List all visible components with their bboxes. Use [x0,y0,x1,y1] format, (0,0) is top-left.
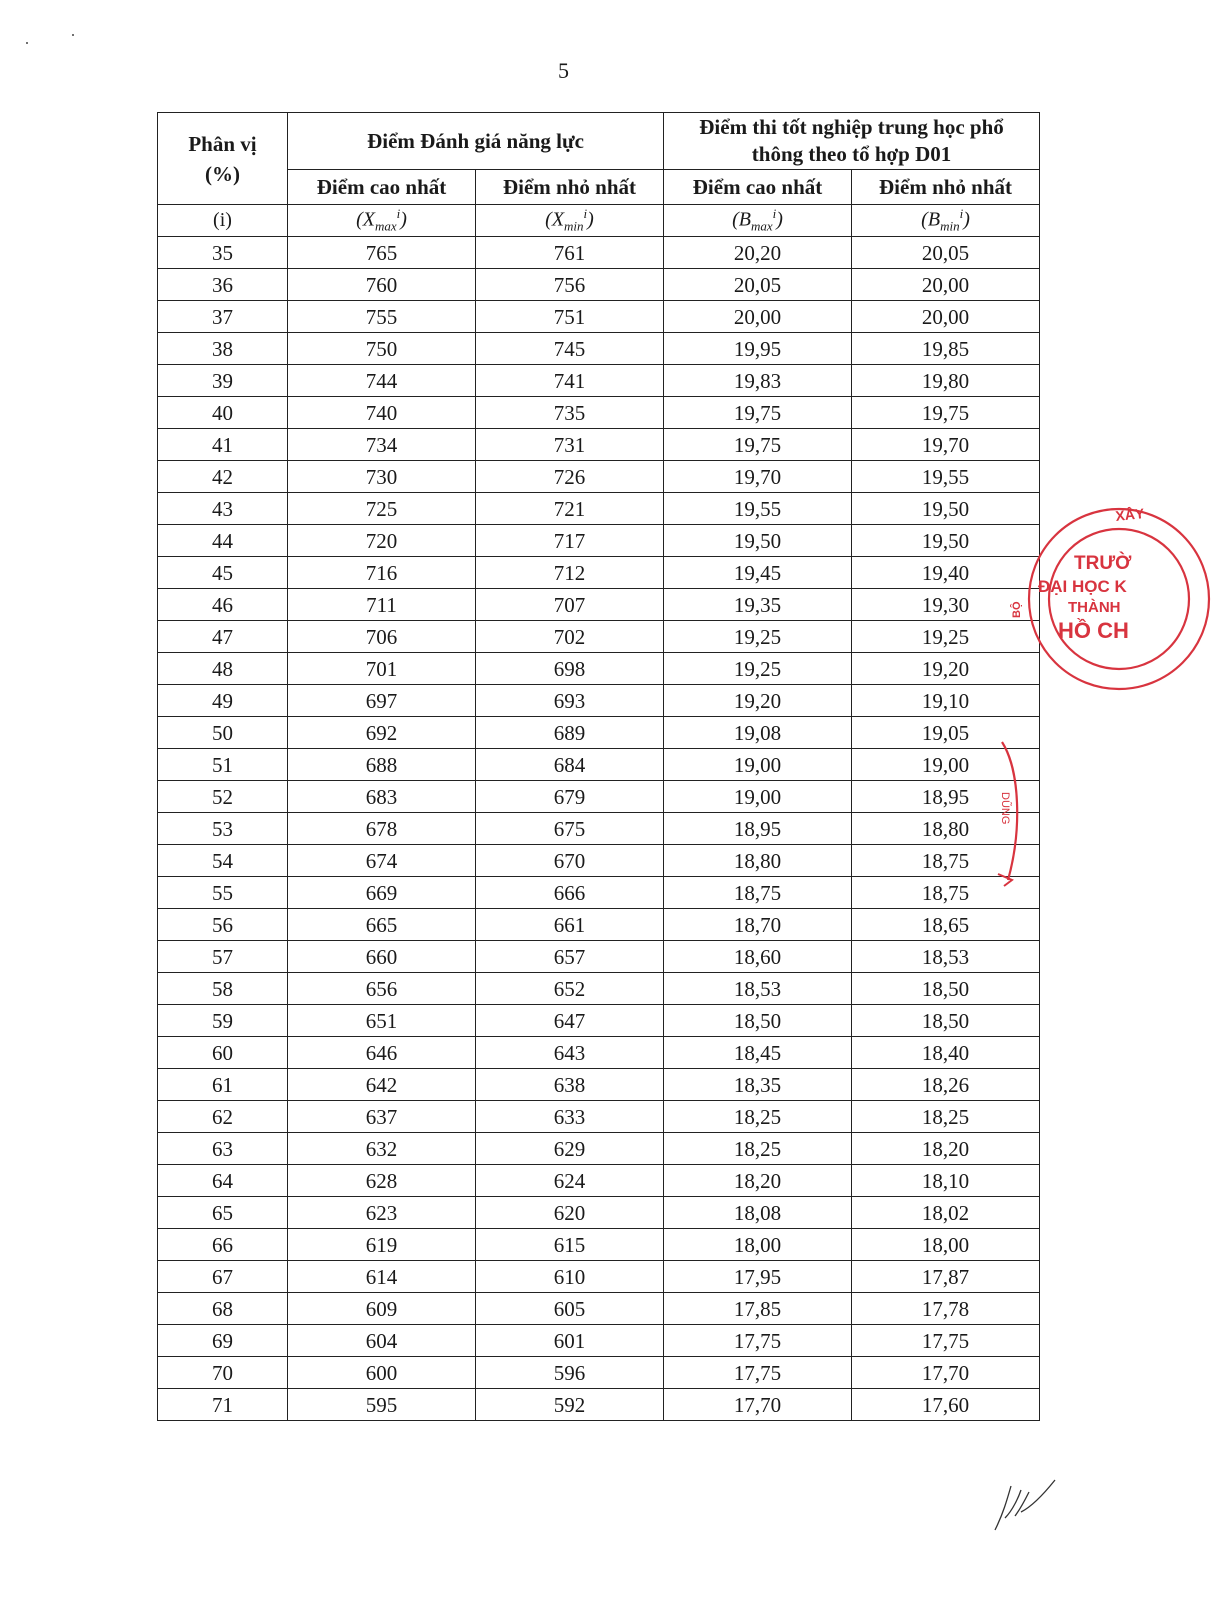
percentile-cell: 63 [158,1133,288,1165]
table-row [158,397,1040,429]
percentile-cell: 43 [158,493,288,525]
dgnl-max-cell: 744 [288,365,476,397]
dgnl-max-cell: 688 [288,749,476,781]
dgnl-max-cell: 660 [288,941,476,973]
table-row [158,749,1040,781]
thpt-max-cell: 19,20 [664,685,852,717]
table-row [158,1293,1040,1325]
thpt-min-cell: 18,20 [852,1133,1040,1165]
thpt-max-cell: 17,95 [664,1261,852,1293]
thpt-max-cell: 18,25 [664,1133,852,1165]
thpt-min-cell: 18,53 [852,941,1040,973]
percentile-cell: 47 [158,621,288,653]
thpt-max-cell: 19,75 [664,429,852,461]
thpt-min-cell: 18,95 [852,781,1040,813]
dgnl-min-cell: 596 [476,1357,664,1389]
official-seal-icon [1011,505,1212,692]
thpt-min-cell: 19,50 [852,493,1040,525]
page-number: 5 [558,58,569,83]
dgnl-min-cell: 731 [476,429,664,461]
dgnl-max-cell: 609 [288,1293,476,1325]
thpt-max-cell: 18,50 [664,1005,852,1037]
thpt-max-cell: 17,75 [664,1357,852,1389]
table-row [158,1165,1040,1197]
percentile-cell: 44 [158,525,288,557]
dgnl-max-cell: 656 [288,973,476,1005]
dgnl-min-cell: 751 [476,301,664,333]
percentile-cell: 67 [158,1261,288,1293]
thpt-max-cell: 20,05 [664,269,852,301]
table-row [158,493,1040,525]
table-row [158,301,1040,333]
dgnl-min-cell: 684 [476,749,664,781]
thpt-max-cell: 18,25 [664,1101,852,1133]
thpt-min-cell: 18,26 [852,1069,1040,1101]
thpt-min-cell: 17,70 [852,1357,1040,1389]
percentile-cell: 45 [158,557,288,589]
thpt-max-cell: 19,83 [664,365,852,397]
thpt-max-cell: 18,08 [664,1197,852,1229]
thpt-max-cell: 18,95 [664,813,852,845]
thpt-min-cell: 18,75 [852,845,1040,877]
table-row [158,877,1040,909]
table-row [158,1389,1040,1421]
table-row [158,1357,1040,1389]
dgnl-max-cell: 600 [288,1357,476,1389]
thpt-min-cell: 19,00 [852,749,1040,781]
dgnl-max-cell: 595 [288,1389,476,1421]
thpt-min-cell: 19,40 [852,557,1040,589]
dgnl-min-cell: 643 [476,1037,664,1069]
thpt-max-cell: 19,08 [664,717,852,749]
thpt-max-cell: 19,55 [664,493,852,525]
dgnl-max-cell: 637 [288,1101,476,1133]
thpt-max-cell: 18,45 [664,1037,852,1069]
table-row [158,333,1040,365]
table-row [158,1037,1040,1069]
table-row [158,1261,1040,1293]
dgnl-min-cell: 661 [476,909,664,941]
thpt-min-cell: 18,02 [852,1197,1040,1229]
table-row [158,909,1040,941]
dgnl-max-cell: 760 [288,269,476,301]
dgnl-min-cell: 693 [476,685,664,717]
thpt-min-cell: 20,05 [852,237,1040,269]
table-row [158,269,1040,301]
thpt-min-cell: 20,00 [852,301,1040,333]
percentile-cell: 37 [158,301,288,333]
dgnl-min-cell: 689 [476,717,664,749]
dgnl-min-cell: 735 [476,397,664,429]
x-max-symbol: $(X_{max}^i)$ [288,205,476,237]
thpt-min-cell: 19,30 [852,589,1040,621]
percentile-cell: 65 [158,1197,288,1229]
table-row [158,365,1040,397]
table-row [158,813,1040,845]
dgnl-max-cell: 734 [288,429,476,461]
table-body [158,237,1040,1421]
dgnl-max-cell: 683 [288,781,476,813]
dgnl-min-cell: 652 [476,973,664,1005]
dgnl-max-cell: 740 [288,397,476,429]
dgnl-min-cell: 745 [476,333,664,365]
dgnl-max-cell: 642 [288,1069,476,1101]
percentile-cell: 38 [158,333,288,365]
table-row [158,621,1040,653]
table-row [158,1325,1040,1357]
dgnl-max-cell: 619 [288,1229,476,1261]
x-min-symbol: $(X_{min}^i)$ [476,205,664,237]
dgnl-max-cell: 651 [288,1005,476,1037]
scan-speck [26,42,28,44]
table-row [158,685,1040,717]
thpt-min-cell: 19,25 [852,621,1040,653]
thpt-max-cell: 18,75 [664,877,852,909]
dgnl-min-cell: 601 [476,1325,664,1357]
dgnl-max-cell: 765 [288,237,476,269]
percentile-cell: 48 [158,653,288,685]
dgnl-max-cell: 628 [288,1165,476,1197]
thpt-min-cell: 19,05 [852,717,1040,749]
table-row [158,1197,1040,1229]
percentile-cell: 42 [158,461,288,493]
dgnl-max-cell: 678 [288,813,476,845]
dgnl-min-cell: 707 [476,589,664,621]
thpt-min-cell: 18,50 [852,973,1040,1005]
thpt-min-cell: 18,75 [852,877,1040,909]
thpt-min-cell: 19,75 [852,397,1040,429]
dgnl-max-cell: 697 [288,685,476,717]
dgnl-min-cell: 712 [476,557,664,589]
seal-text-side: BỘ [1011,601,1023,618]
thpt-max-cell: 19,95 [664,333,852,365]
seal-text-line4: HỒ CH [1058,618,1129,643]
thpt-max-cell: 19,35 [664,589,852,621]
dgnl-min-cell: 657 [476,941,664,973]
table-row [158,557,1040,589]
percentile-cell: 56 [158,909,288,941]
percentile-cell: 71 [158,1389,288,1421]
seal-text-line2: ĐẠI HỌC K [1038,577,1127,596]
table-row [158,589,1040,621]
percentile-cell: 51 [158,749,288,781]
thpt-max-cell: 18,60 [664,941,852,973]
table-row [158,941,1040,973]
dgnl-min-cell: 756 [476,269,664,301]
seal-text-line3: THÀNH [1068,599,1121,616]
percentile-cell: 59 [158,1005,288,1037]
percentile-cell: 68 [158,1293,288,1325]
dgnl-max-cell: 701 [288,653,476,685]
thpt-min-cell: 19,20 [852,653,1040,685]
percentile-cell: 39 [158,365,288,397]
thpt-max-cell: 19,00 [664,749,852,781]
thpt-max-cell: 20,00 [664,301,852,333]
percentile-cell: 53 [158,813,288,845]
seal-text-top: XÂY [1114,505,1145,524]
thpt-max-cell: 18,53 [664,973,852,1005]
thpt-group-header-label: Điểm thi tốt nghiệp trung học phổ thông theo tổ hợp D01 [699,115,1004,166]
thpt-min-cell: 18,65 [852,909,1040,941]
seal-text-line1: TRƯỜ [1074,553,1132,574]
thpt-min-cell: 20,00 [852,269,1040,301]
dgnl-min-cell: 679 [476,781,664,813]
side-mark-text: DŨNG [999,792,1011,825]
thpt-min-cell: 19,55 [852,461,1040,493]
thpt-max-cell: 20,20 [664,237,852,269]
thpt-max-cell: 18,70 [664,909,852,941]
b-min-symbol: $(B_{min}^i)$ [852,205,1040,237]
percentile-header-label: Phân vị (%) [188,131,257,186]
thpt-max-cell: 19,75 [664,397,852,429]
dgnl-min-header: Điểm nhỏ nhất [476,170,664,205]
percentile-cell: 61 [158,1069,288,1101]
thpt-min-cell: 18,00 [852,1229,1040,1261]
percentile-cell: 60 [158,1037,288,1069]
thpt-min-cell: 17,60 [852,1389,1040,1421]
thpt-max-cell: 19,25 [664,621,852,653]
dgnl-min-cell: 592 [476,1389,664,1421]
thpt-max-cell: 18,35 [664,1069,852,1101]
dgnl-max-cell: 750 [288,333,476,365]
thpt-min-cell: 19,70 [852,429,1040,461]
percentile-cell: 58 [158,973,288,1005]
dgnl-min-cell: 638 [476,1069,664,1101]
thpt-min-header: Điểm nhỏ nhất [852,170,1040,205]
dgnl-min-cell: 721 [476,493,664,525]
table-row [158,1069,1040,1101]
dgnl-max-cell: 755 [288,301,476,333]
thpt-min-cell: 18,10 [852,1165,1040,1197]
percentile-cell: 50 [158,717,288,749]
dgnl-min-cell: 698 [476,653,664,685]
dgnl-min-cell: 647 [476,1005,664,1037]
table-row [158,973,1040,1005]
dgnl-max-cell: 632 [288,1133,476,1165]
signature-mark-icon [998,740,1038,890]
percentile-cell: 57 [158,941,288,973]
dgnl-min-cell: 717 [476,525,664,557]
thpt-max-cell: 18,00 [664,1229,852,1261]
thpt-min-cell: 17,78 [852,1293,1040,1325]
thpt-max-cell: 18,80 [664,845,852,877]
thpt-max-cell: 19,70 [664,461,852,493]
b-max-symbol: $(B_{max}^i)$ [664,205,852,237]
dgnl-max-cell: 716 [288,557,476,589]
dgnl-max-cell: 692 [288,717,476,749]
dgnl-max-cell: 665 [288,909,476,941]
dgnl-min-cell: 666 [476,877,664,909]
percentile-cell: 66 [158,1229,288,1261]
percentile-cell: 55 [158,877,288,909]
table-row [158,525,1040,557]
percentile-cell: 46 [158,589,288,621]
index-symbol: (i) [158,205,288,237]
table-row [158,717,1040,749]
thpt-min-cell: 17,87 [852,1261,1040,1293]
dgnl-max-cell: 604 [288,1325,476,1357]
thpt-min-cell: 17,75 [852,1325,1040,1357]
thpt-max-cell: 17,85 [664,1293,852,1325]
table-row [158,461,1040,493]
dgnl-min-cell: 726 [476,461,664,493]
table-row [158,1229,1040,1261]
percentile-header [158,113,288,205]
dgnl-min-cell: 741 [476,365,664,397]
table-row [158,429,1040,461]
table-row [158,237,1040,269]
percentile-cell: 62 [158,1101,288,1133]
dgnl-max-cell: 720 [288,525,476,557]
percentile-cell: 49 [158,685,288,717]
table-row [158,845,1040,877]
dgnl-min-cell: 675 [476,813,664,845]
thpt-max-cell: 19,45 [664,557,852,589]
dgnl-max-cell: 646 [288,1037,476,1069]
dgnl-max-cell: 730 [288,461,476,493]
dgnl-max-cell: 669 [288,877,476,909]
percentile-score-table [157,112,1040,1421]
dgnl-min-cell: 629 [476,1133,664,1165]
percentile-cell: 35 [158,237,288,269]
dgnl-max-cell: 614 [288,1261,476,1293]
dgnl-min-cell: 670 [476,845,664,877]
dgnl-max-cell: 623 [288,1197,476,1229]
thpt-group-header [664,113,1040,170]
dgnl-min-cell: 624 [476,1165,664,1197]
percentile-cell: 54 [158,845,288,877]
percentile-cell: 36 [158,269,288,301]
percentile-cell: 64 [158,1165,288,1197]
dgnl-min-cell: 610 [476,1261,664,1293]
percentile-cell: 40 [158,397,288,429]
thpt-max-header: Điểm cao nhất [664,170,852,205]
thpt-min-cell: 19,80 [852,365,1040,397]
table-row [158,1133,1040,1165]
table-row [158,781,1040,813]
dgnl-max-cell: 674 [288,845,476,877]
scan-speck [72,34,74,36]
thpt-max-cell: 19,00 [664,781,852,813]
thpt-max-cell: 17,75 [664,1325,852,1357]
dgnl-max-cell: 725 [288,493,476,525]
thpt-min-cell: 18,80 [852,813,1040,845]
table-row [158,653,1040,685]
dgnl-group-header: Điểm Đánh giá năng lực [288,113,664,170]
table-row [158,1101,1040,1133]
symbol-row [158,205,1040,237]
thpt-min-cell: 18,25 [852,1101,1040,1133]
dgnl-min-cell: 605 [476,1293,664,1325]
thpt-max-cell: 19,50 [664,525,852,557]
handwritten-initials-icon [985,1478,1057,1534]
dgnl-min-cell: 702 [476,621,664,653]
percentile-cell: 70 [158,1357,288,1389]
thpt-max-cell: 19,25 [664,653,852,685]
dgnl-max-cell: 711 [288,589,476,621]
dgnl-min-cell: 615 [476,1229,664,1261]
thpt-max-cell: 17,70 [664,1389,852,1421]
percentile-cell: 41 [158,429,288,461]
table-row [158,1005,1040,1037]
percentile-cell: 69 [158,1325,288,1357]
dgnl-min-cell: 633 [476,1101,664,1133]
percentile-cell: 52 [158,781,288,813]
thpt-min-cell: 19,10 [852,685,1040,717]
thpt-min-cell: 19,85 [852,333,1040,365]
dgnl-max-header: Điểm cao nhất [288,170,476,205]
thpt-min-cell: 19,50 [852,525,1040,557]
thpt-min-cell: 18,50 [852,1005,1040,1037]
table-header [158,113,1040,237]
thpt-min-cell: 18,40 [852,1037,1040,1069]
thpt-max-cell: 18,20 [664,1165,852,1197]
dgnl-max-cell: 706 [288,621,476,653]
dgnl-min-cell: 620 [476,1197,664,1229]
dgnl-min-cell: 761 [476,237,664,269]
